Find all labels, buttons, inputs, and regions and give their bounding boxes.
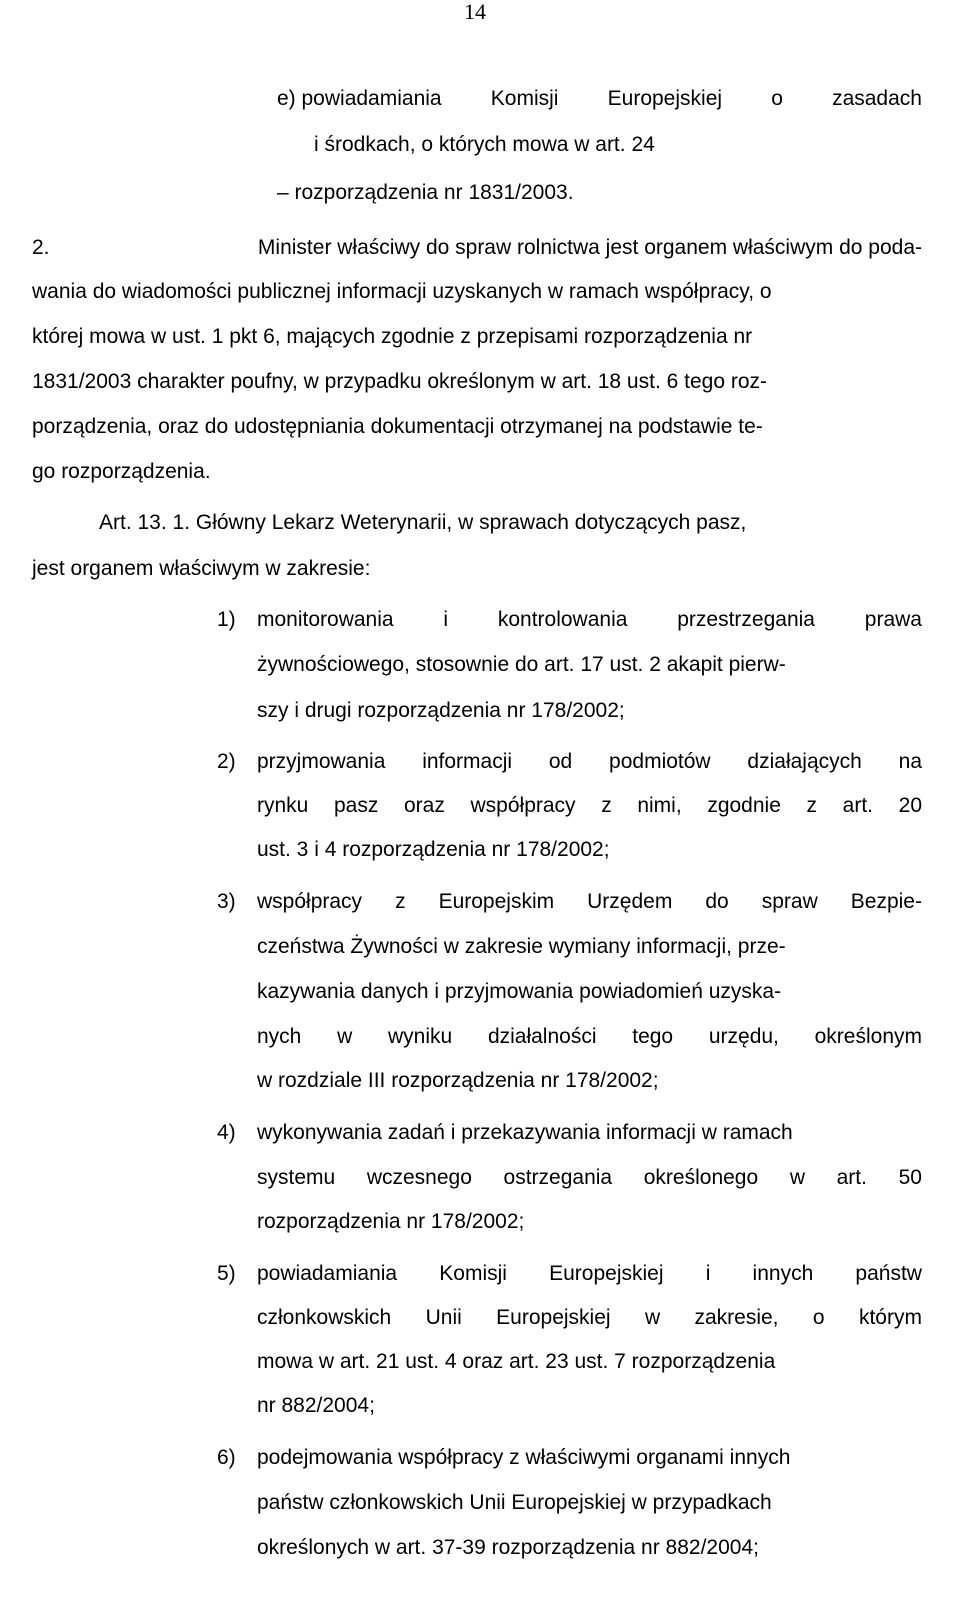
art-13-heading-line xyxy=(99,508,746,538)
text-word: szy i drugi rozporządzenia nr 178/2002; xyxy=(257,699,625,722)
text-word: czeństwa Żywności w zakresie wymiany informacji, prze- xyxy=(257,935,786,958)
list-item-line xyxy=(257,1163,922,1193)
list-item-number: 6) xyxy=(217,1446,236,1469)
text-word: rynku xyxy=(257,794,309,817)
text-word: art. xyxy=(836,1166,867,1189)
text-word: innych xyxy=(752,1262,814,1285)
text-word: państw xyxy=(855,1262,922,1285)
list-item-line xyxy=(257,791,922,821)
text-word: 20 xyxy=(898,794,922,817)
text-word: wykonywania zadań i przekazywania informacji w ramach xyxy=(257,1121,793,1144)
text-word: Europejskiej xyxy=(496,1306,611,1329)
list-item-line xyxy=(257,1347,775,1377)
list-item-line xyxy=(257,605,922,635)
text-word: nr 882/2004; xyxy=(257,1394,375,1417)
text-word: 1831/2003 charakter poufny, w przypadku określonym w art. 18 ust. 6 tego roz- xyxy=(32,370,767,393)
text-word: państw członkowskich Unii Europejskiej w przypadkach xyxy=(257,1491,772,1514)
list-item-line xyxy=(257,696,625,726)
paragraph-number: 2. xyxy=(32,236,50,259)
list-item-line xyxy=(257,977,781,1007)
list-item-number: 3) xyxy=(217,890,236,913)
text-word: z xyxy=(806,794,818,817)
list-item-number: 4) xyxy=(217,1121,236,1144)
text-word: i środkach, o których mowa w art. 24 xyxy=(314,133,655,156)
paragraph-2-line xyxy=(32,367,767,397)
text-word: nych xyxy=(257,1025,302,1048)
item-e-line xyxy=(314,130,655,160)
text-word: kontrolowania xyxy=(497,608,628,631)
text-word: o xyxy=(771,87,783,110)
text-word: z xyxy=(395,890,406,913)
list-item-line xyxy=(257,887,922,917)
text-word: przestrzegania xyxy=(677,608,815,631)
text-word: powiadamiania xyxy=(257,1262,398,1285)
text-word: art. xyxy=(842,794,873,817)
list-item-line xyxy=(257,1303,922,1333)
text-word: kazywania danych i przyjmowania powiadomień uzyska- xyxy=(257,980,782,1003)
text-word: mowa w art. 21 ust. 4 oraz art. 23 ust. 7 rozporządzenia xyxy=(257,1350,776,1373)
text-word: przyjmowania xyxy=(257,750,386,773)
text-word: w rozdziale III rozporządzenia nr 178/2002; xyxy=(257,1069,659,1092)
text-word: e) powiadamiania xyxy=(277,87,442,110)
text-word: Art. 13. 1. Główny Lekarz Weterynarii, w sprawach dotyczących pasz, xyxy=(99,511,747,534)
page-number: 14 xyxy=(464,0,486,24)
paragraph-2-line xyxy=(32,322,752,352)
text-word: monitorowania xyxy=(257,608,394,631)
text-word: zakresie, xyxy=(694,1306,779,1329)
text-word: urzędu, xyxy=(708,1025,779,1048)
text-word: ust. 3 i 4 rozporządzenia nr 178/2002; xyxy=(257,838,610,861)
text-word: informacji xyxy=(422,750,513,773)
text-word: oraz xyxy=(404,794,445,817)
text-word: jest organem właściwym w zakresie: xyxy=(32,557,371,580)
list-item-line xyxy=(257,1259,922,1289)
text-word: Komisji xyxy=(439,1262,507,1285)
text-word: działalności xyxy=(487,1025,597,1048)
text-word: na xyxy=(898,750,922,773)
text-word: współpracy xyxy=(257,890,363,913)
text-word: określonego xyxy=(643,1166,759,1189)
text-word: ostrzegania xyxy=(503,1166,613,1189)
text-word: którym xyxy=(858,1306,922,1329)
text-word: Europejskim xyxy=(438,890,555,913)
text-word: o xyxy=(812,1306,825,1329)
text-word: Urzędem xyxy=(587,890,673,913)
item-e-line xyxy=(277,84,922,114)
text-word: w xyxy=(789,1166,805,1189)
text-word: wczesnego xyxy=(366,1166,472,1189)
paragraph-2-line xyxy=(32,457,211,487)
list-item-number: 5) xyxy=(217,1262,236,1285)
paragraph-2-line xyxy=(32,277,772,307)
list-item-line xyxy=(257,747,922,777)
text-word: nimi, xyxy=(637,794,682,817)
list-item-number: 2) xyxy=(217,750,236,773)
text-word: Komisji xyxy=(490,87,559,110)
list-item-line xyxy=(257,835,610,865)
text-word: 50 xyxy=(898,1166,922,1189)
text-word: Europejskiej xyxy=(549,1262,664,1285)
text-word: określonych w art. 37-39 rozporządzenia nr 882/2004; xyxy=(257,1536,759,1559)
list-item-line xyxy=(257,1207,524,1237)
list-item-line xyxy=(257,1118,793,1148)
list-item-line xyxy=(257,1533,759,1563)
list-item-line xyxy=(257,1391,375,1421)
text-word: Europejskiej xyxy=(607,87,723,110)
text-word: określonym xyxy=(814,1025,922,1048)
text-word: i xyxy=(443,608,449,631)
text-word: rozporządzenia nr 178/2002; xyxy=(257,1210,525,1233)
text-word: działających xyxy=(747,750,862,773)
text-word: w xyxy=(644,1306,661,1329)
list-item-line xyxy=(257,932,786,962)
text-word: podejmowania współpracy z właściwymi organami innych xyxy=(257,1446,791,1469)
text-word: zasadach xyxy=(832,87,922,110)
paragraph-2-line xyxy=(32,233,922,263)
text-word: tego xyxy=(632,1025,674,1048)
text-word: do xyxy=(705,890,729,913)
list-item-line xyxy=(257,1066,659,1096)
text-word: pasz xyxy=(334,794,379,817)
text-word: członkowskich xyxy=(257,1306,392,1329)
text-word: – rozporządzenia nr 1831/2003. xyxy=(277,181,574,204)
text-word: Minister właściwy do spraw rolnictwa jest organem właściwym do poda- xyxy=(257,236,922,259)
text-word: spraw xyxy=(761,890,818,913)
text-word: porządzenia, oraz do udostępniania dokumentacji otrzymanej na podstawie te- xyxy=(32,415,763,438)
text-word: systemu xyxy=(257,1166,336,1189)
text-word: go rozporządzenia. xyxy=(32,460,211,483)
text-word: wyniku xyxy=(388,1025,453,1048)
text-word: współpracy xyxy=(470,794,576,817)
text-word: i xyxy=(705,1262,711,1285)
text-word: Bezpie- xyxy=(850,890,922,913)
text-word: zgodnie xyxy=(707,794,781,817)
text-word: Unii xyxy=(425,1306,462,1329)
list-item-number: 1) xyxy=(217,608,236,631)
list-item-line xyxy=(257,1022,922,1052)
text-word: od xyxy=(548,750,573,773)
text-word: podmiotów xyxy=(609,750,711,773)
item-e-line xyxy=(277,178,574,208)
text-word: której mowa w ust. 1 pkt 6, mających zgodnie z przepisami rozporządzenia nr xyxy=(32,325,753,348)
text-word: wania do wiadomości publicznej informacji uzyskanych w ramach współpracy, o xyxy=(32,280,772,303)
paragraph-2-line xyxy=(32,412,763,442)
text-word: z xyxy=(601,794,612,817)
text-word: prawa xyxy=(864,608,922,631)
list-item-line xyxy=(257,1443,790,1473)
list-item-line xyxy=(257,650,786,680)
art-13-line xyxy=(32,554,370,584)
text-word: żywnościowego, stosownie do art. 17 ust. 2 akapit pierw- xyxy=(257,653,786,676)
text-word: w xyxy=(337,1025,353,1048)
list-item-line xyxy=(257,1488,772,1518)
